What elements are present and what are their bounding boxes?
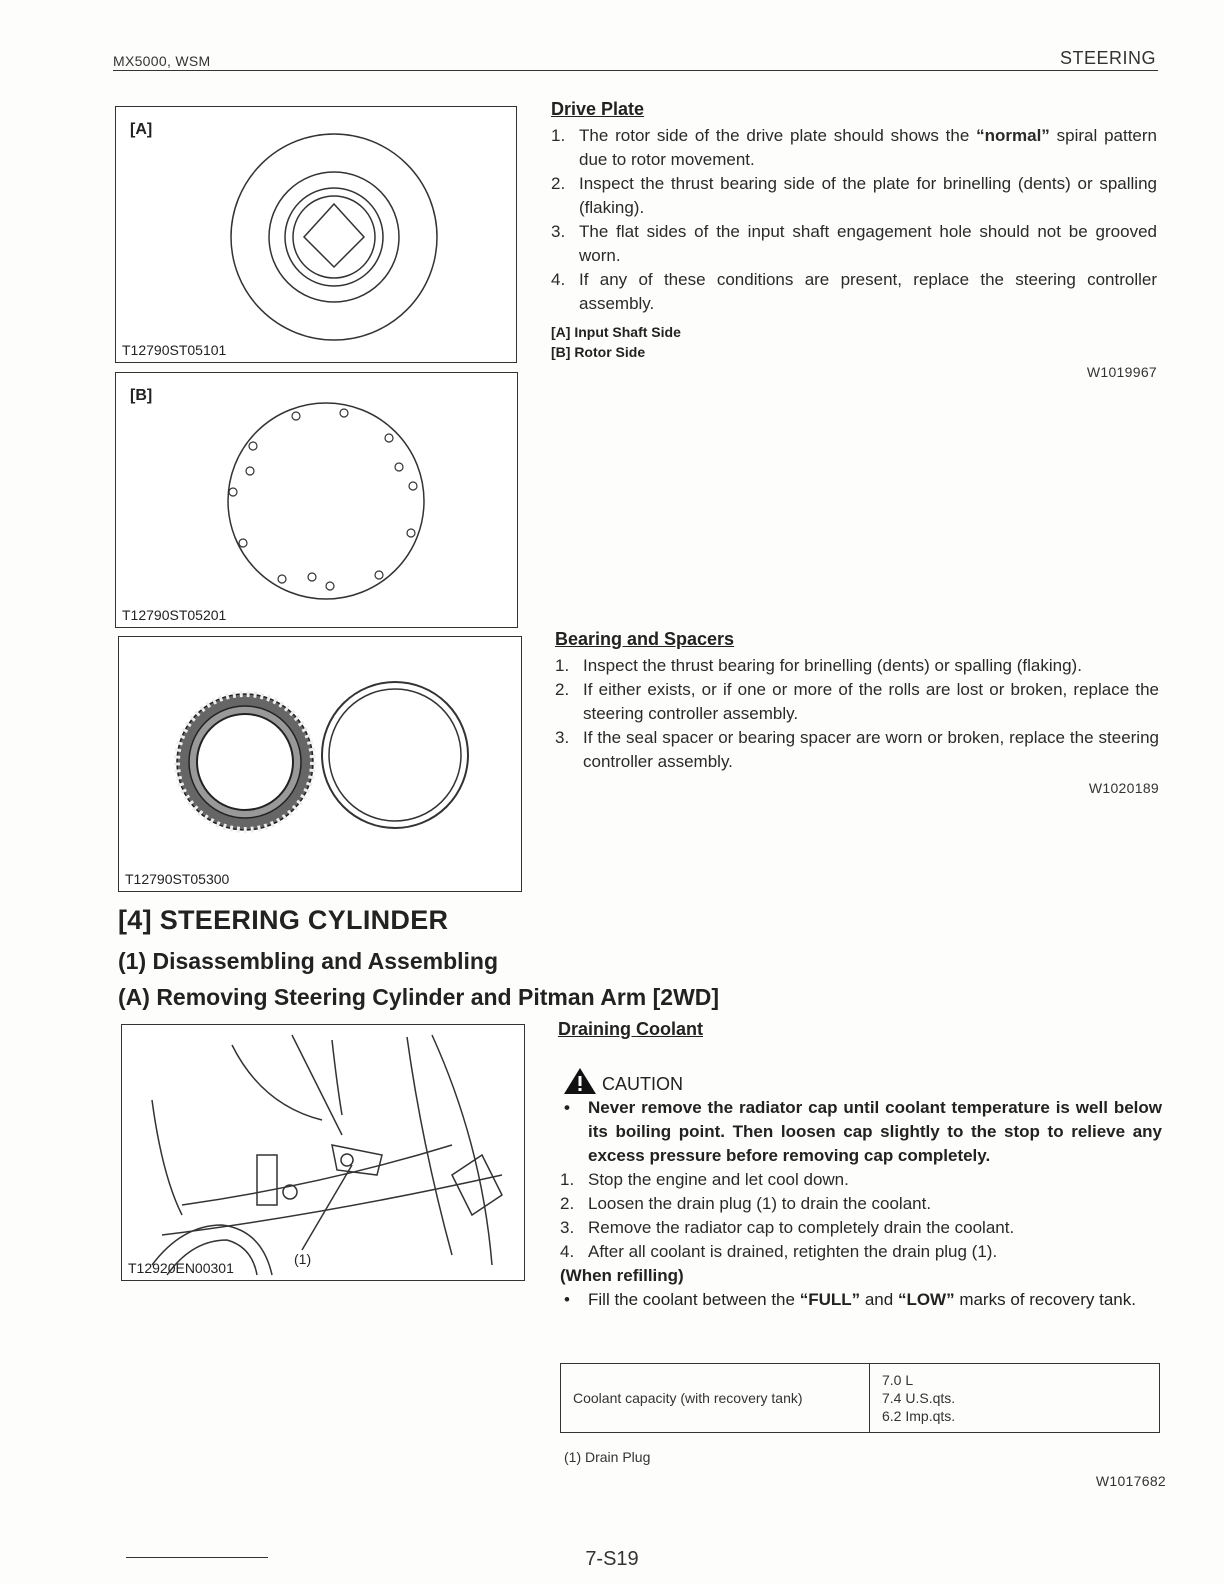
list-item: 4. After all coolant is drained, retighten the drain plug (1). xyxy=(560,1242,998,1261)
figure-caption: T12790ST05101 xyxy=(122,342,227,358)
figure-caption: T12790ST05201 xyxy=(122,607,227,623)
figure-input-shaft-side xyxy=(115,106,517,363)
procedure-heading: (A) Removing Steering Cylinder and Pitman Arm [2WD] xyxy=(118,984,720,1010)
list-item: 2. If either exists, or if one or more of the rolls are lost or broken, replace the steering controller assembly. xyxy=(555,680,1159,723)
bearing-code: W1020189 xyxy=(1088,780,1159,796)
refill-heading: (When refilling) xyxy=(560,1266,684,1285)
spec-label: Coolant capacity (with recovery tank) xyxy=(561,1364,870,1433)
list-item: 1. Inspect the thrust bearing for brinelling (dents) or spalling (flaking). xyxy=(555,656,1082,675)
list-item: 2. Inspect the thrust bearing side of the plate for brinelling (dents) or spalling (flaking). xyxy=(551,174,1157,217)
list-item: 3. The flat sides of the input shaft engagement hole should not be grooved worn. xyxy=(551,222,1157,265)
bearing-spacer-illustration xyxy=(119,637,521,891)
rotor-plate-illustration xyxy=(116,373,517,627)
section-heading: [4] STEERING CYLINDER xyxy=(118,905,449,935)
figure-rotor-side xyxy=(115,372,518,628)
drive-plate-title: Drive Plate xyxy=(551,99,645,119)
figure-label: [A] xyxy=(130,121,153,138)
draining-coolant-title: Draining Coolant xyxy=(558,1019,703,1039)
figure-drain-plug xyxy=(121,1024,525,1281)
caution-label: CAUTION xyxy=(562,1066,683,1096)
list-item: 3. Remove the radiator cap to completely drain the coolant. xyxy=(560,1218,1015,1237)
drain-plug-illustration xyxy=(122,1025,524,1280)
drive-plate-illustration xyxy=(116,107,516,362)
header-manual-id: MX5000, WSM xyxy=(113,53,211,69)
bearing-title: Bearing and Spacers xyxy=(555,629,735,649)
coolant-capacity-table xyxy=(560,1363,1160,1433)
subsection-heading: (1) Disassembling and Assembling xyxy=(118,948,499,974)
bearing-steps xyxy=(555,654,1159,774)
bearing-section xyxy=(555,629,1159,796)
coolant-section xyxy=(560,1096,1162,1312)
caution-text: • Never remove the radiator cap until coolant temperature is well below its boiling point. Then loosen cap slightly to the stop to relieve any excess pressure before removing cap completely. xyxy=(564,1098,1162,1165)
warning-triangle-icon xyxy=(562,1066,598,1096)
list-item: 1. Stop the engine and let cool down. xyxy=(560,1170,849,1189)
spec-values: 7.0 L 7.4 U.S.qts. 6.2 Imp.qts. xyxy=(870,1364,1160,1433)
table-row xyxy=(561,1364,1160,1433)
figure-references: [A] Input Shaft Side [B] Rotor Side xyxy=(551,324,681,360)
page-number: 7-S19 xyxy=(585,1548,639,1570)
figure-bearing-and-spacers xyxy=(118,636,522,892)
footer-rule xyxy=(126,1557,268,1558)
refill-text: • Fill the coolant between the “FULL” and “LOW” marks of recovery tank. xyxy=(564,1290,1136,1309)
figure-caption: T12790ST05300 xyxy=(125,871,230,887)
list-item: 1. The rotor side of the drive plate should shows the “normal” spiral pattern due to rotor movement. xyxy=(551,126,1157,169)
list-item: 4. If any of these conditions are present, replace the steering controller assembly. xyxy=(551,270,1157,313)
callout-drain-plug: (1) xyxy=(294,1251,312,1267)
list-item: 3. If the seal spacer or bearing spacer are worn or broken, replace the steering controller assembly. xyxy=(555,728,1159,771)
drive-plate-steps xyxy=(551,124,1157,316)
coolant-steps xyxy=(560,1168,1162,1264)
coolant-code: W1017682 xyxy=(1095,1473,1166,1489)
drive-plate-code: W1019967 xyxy=(1086,364,1157,380)
drive-plate-section xyxy=(551,99,1157,380)
drain-plug-reference: (1) Drain Plug xyxy=(564,1449,651,1465)
header-rule xyxy=(113,70,1158,71)
figure-label: [B] xyxy=(130,387,153,404)
figure-caption: T12920EN00301 xyxy=(128,1260,234,1276)
list-item: 2. Loosen the drain plug (1) to drain the coolant. xyxy=(560,1194,932,1213)
header-section: STEERING xyxy=(1059,48,1156,68)
